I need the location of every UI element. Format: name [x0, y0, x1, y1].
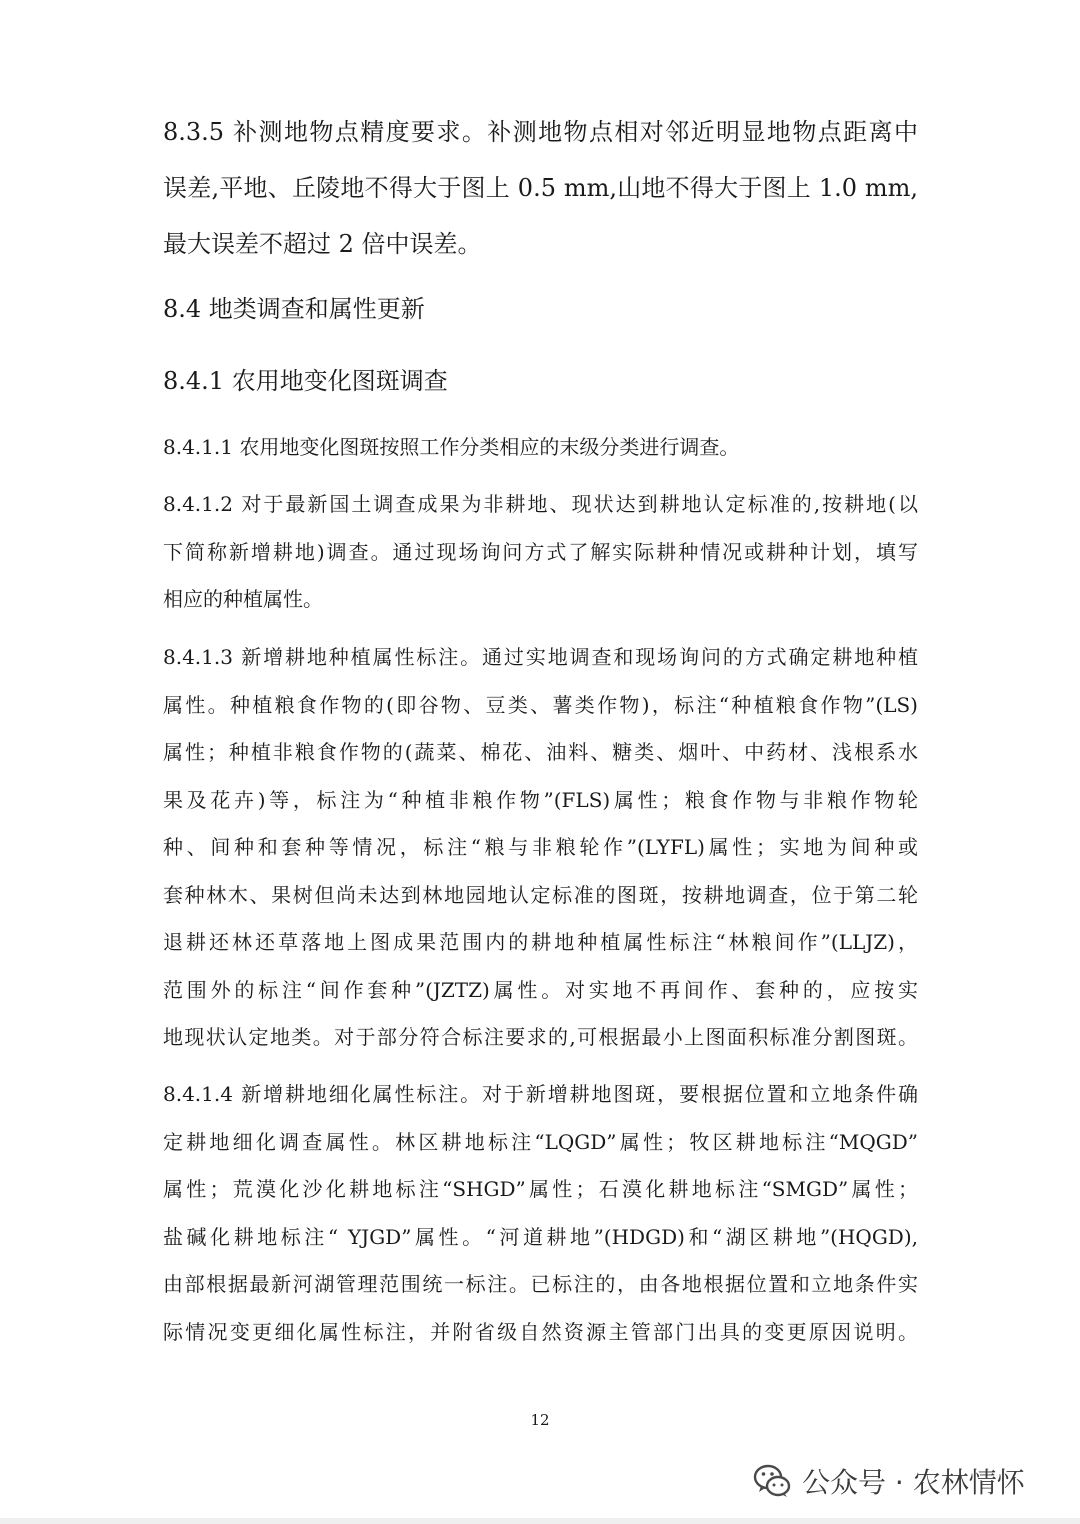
paragraph-line: 属性。种植粮食作物的(即谷物、豆类、薯类作物)，标注“种植粮食作物”(LS) — [163, 692, 918, 717]
paragraph-line: 最大误差不超过 2 倍中误差。 — [163, 230, 482, 258]
paragraph-line: 误差,平地、丘陵地不得大于图上 0.5 mm,山地不得大于图上 1.0 mm, — [163, 174, 918, 202]
paragraph-8-3-5 — [163, 104, 918, 272]
paragraph-line: 定耕地细化调查属性。林区耕地标注“LQGD”属性；牧区耕地标注“MQGD” — [163, 1129, 918, 1154]
paragraph-line: 属性；种植非粮食作物的(蔬菜、棉花、油料、糖类、烟叶、中药材、浅根系水 — [163, 740, 918, 764]
paragraph-line: 际情况变更细化属性标注，并附省级自然资源主管部门出具的变更原因说明。 — [163, 1319, 918, 1344]
paragraph-8-4-1-4 — [163, 1071, 918, 1356]
subsection-heading: 8.4.1 农用地变化图斑调查 — [163, 367, 448, 395]
watermark-text: 公众号 · 农林情怀 — [802, 1466, 1025, 1499]
paragraph-line: 8.4.1.1 农用地变化图斑按照工作分类相应的末级分类进行调查。 — [163, 435, 740, 459]
wechat-icon — [752, 1461, 792, 1501]
paragraph-line: 范围外的标注“间作套种”(JZTZ)属性。对实地不再间作、套种的，应按实 — [163, 977, 918, 1002]
paragraph-line: 下简称新增耕地)调查。通过现场询问方式了解实际耕种情况或耕种计划，填写 — [163, 539, 918, 564]
page-number: 12 — [530, 1411, 550, 1429]
paragraph-8-4-1-3 — [163, 634, 918, 1062]
wechat-watermark — [752, 1458, 1025, 1504]
section-heading: 8.4 地类调查和属性更新 — [163, 295, 425, 323]
paragraph-8-4-1-1 — [163, 424, 918, 472]
paragraph-line: 相应的种植属性。 — [163, 587, 323, 611]
paragraph-line: 果及花卉)等，标注为“种植非粮作物”(FLS)属性；粮食作物与非粮作物轮 — [163, 787, 918, 812]
bottom-divider — [0, 1518, 1080, 1524]
heading-8-4 — [163, 289, 918, 329]
paragraph-line: 8.4.1.4 新增耕地细化属性标注。对于新增耕地图斑，要根据位置和立地条件确 — [163, 1082, 918, 1106]
paragraph-line: 地现状认定地类。对于部分符合标注要求的,可根据最小上图面积标准分割图斑。 — [163, 1025, 918, 1049]
paragraph-line: 退耕还林还草落地上图成果范围内的耕地种植属性标注“林粮间作”(LLJZ)， — [163, 930, 918, 954]
paragraph-line: 属性；荒漠化沙化耕地标注“SHGD”属性；石漠化耕地标注“SMGD”属性； — [163, 1177, 918, 1201]
paragraph-line: 盐碱化耕地标注“ YJGD”属性。“河道耕地”(HDGD)和“湖区耕地”(HQGD), — [163, 1224, 918, 1249]
paragraph-line: 8.4.1.2 对于最新国土调查成果为非耕地、现状达到耕地认定标准的,按耕地(以 — [163, 492, 918, 516]
paragraph-line: 由部根据最新河湖管理范围统一标注。已标注的，由各地根据位置和立地条件实 — [163, 1272, 918, 1296]
paragraph-line: 种、间种和套种等情况，标注“粮与非粮轮作”(LYFL)属性；实地为间种或 — [163, 835, 918, 859]
heading-8-4-1 — [163, 361, 918, 401]
paragraph-line: 8.3.5 补测地物点精度要求。补测地物点相对邻近明显地物点距离中 — [163, 118, 918, 146]
paragraph-line: 套种林木、果树但尚未达到林地园地认定标准的图斑，按耕地调查，位于第二轮 — [163, 882, 918, 907]
paragraph-line: 8.4.1.3 新增耕地种植属性标注。通过实地调查和现场询问的方式确定耕地种植 — [163, 645, 918, 669]
paragraph-8-4-1-2 — [163, 481, 918, 624]
